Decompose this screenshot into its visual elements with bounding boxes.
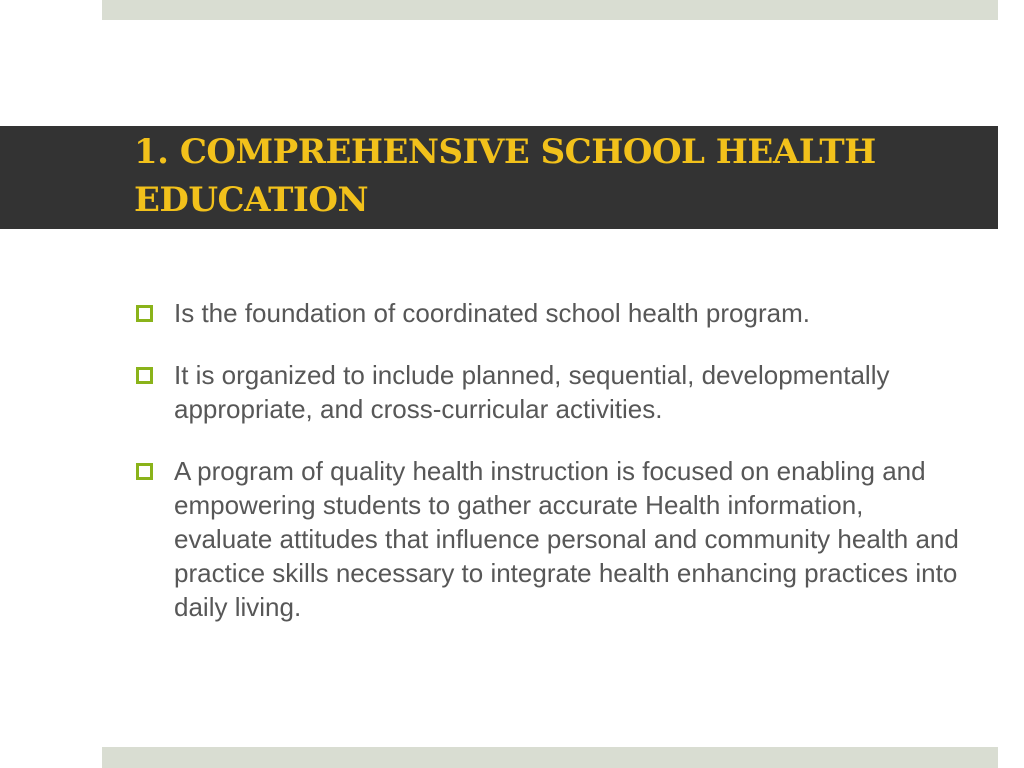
bullet-item [136,358,966,426]
bullet-item [136,296,966,330]
bullet-text: It is organized to include planned, sequential, developmentally appropriate, and cross-curricular activities. [174,360,890,424]
bullet-list [136,296,966,652]
square-bullet-icon [136,367,153,384]
bullet-text: A program of quality health instruction is focused on enabling and empowering students to gather accurate Health information, evaluate attitudes that influence personal and community health and practice skills necessary to integrate health enhancing practices into daily living. [174,456,959,622]
top-decorative-bar [102,0,998,20]
square-bullet-icon [136,305,153,322]
bullet-item [136,454,966,624]
bottom-decorative-bar [102,747,998,768]
square-bullet-icon [136,463,153,480]
slide-title: 1. COMPREHENSIVE SCHOOL HEALTH EDUCATION [134,132,876,220]
bullet-text: Is the foundation of coordinated school health program. [174,298,810,328]
